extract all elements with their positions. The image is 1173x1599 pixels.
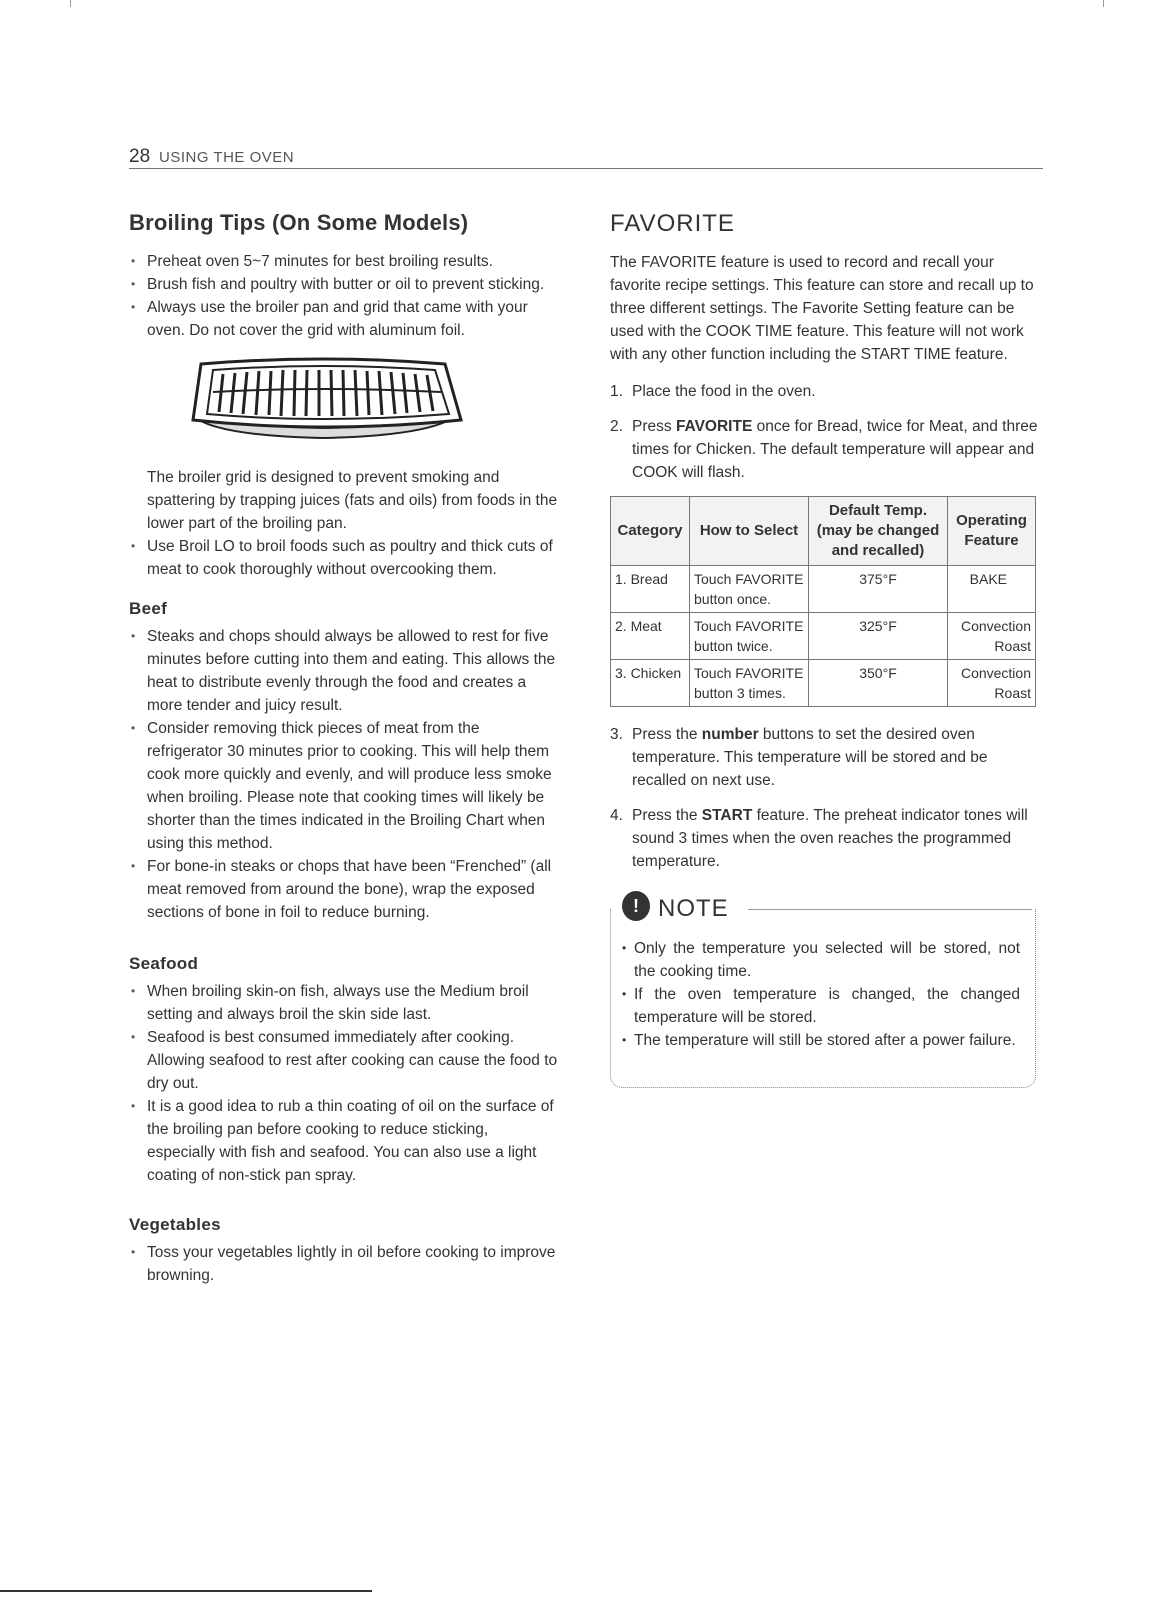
step-text-post: feature. The preheat indicator tones will sound 3 times when the oven reaches the programmed temperature. [632, 807, 1028, 870]
step-text-post: once for Bread, twice for Meat, and three times for Chicken. The default temperature will appear and COOK will flash. [632, 418, 1038, 481]
table-cell: BAKE [948, 566, 1036, 613]
favorite-intro: The FAVORITE feature is used to record and recall your favorite recipe settings. This feature can store and recall up to three different settings. The Favorite Setting feature can be used with the COOK TIME feature. This feature will not work with any other function including the START TIME feature. [610, 254, 1034, 363]
step-1 [610, 380, 1046, 403]
list-item: • Brush fish and poultry with butter or oil to prevent sticking. [129, 273, 559, 296]
step-text: Place the food in the oven. [632, 383, 816, 400]
table-cell: 3. Chicken [611, 660, 690, 707]
table-cell: 375°F [809, 566, 948, 613]
vegetables-bullets [129, 1241, 559, 1287]
note-items [620, 937, 1020, 1052]
list-item: • Seafood is best consumed immediately after cooking. Allowing seafood to rest after cooking can cause the food to dry out. [129, 1026, 559, 1095]
favorite-table [610, 496, 1036, 707]
crop-mark-right [1103, 0, 1104, 7]
table-cell: 350°F [809, 660, 948, 707]
table-cell: 325°F [809, 613, 948, 660]
step-number: 1. [610, 383, 623, 400]
broiler-grid-illustration [129, 352, 559, 452]
step-text-post: buttons to set the desired oven temperature. This temperature will be stored and be recalled on next use. [632, 726, 988, 789]
column-header: How to Select [690, 497, 809, 566]
table-row [611, 566, 1036, 613]
crop-mark-left [70, 0, 71, 7]
step-keyword: FAVORITE [675, 418, 753, 435]
step-text-pre: Press the [632, 726, 702, 743]
list-item: • It is a good idea to rub a thin coating of oil on the surface of the broiling pan before cooking to reduce sticking, especially with fish and seafood. You can also use a light coating of non-stick pan spray. [129, 1095, 559, 1187]
broiling-tips-title: Broiling Tips (On Some Models) [129, 210, 469, 235]
broiler-grid-caption: The broiler grid is designed to prevent smoking and spattering by trapping juices (fats and oils) from foods in the lower part of the broiling pan. [147, 469, 558, 532]
table-cell: 1. Bread [611, 566, 690, 613]
page-number: 28 [129, 146, 151, 167]
list-item: • Only the temperature you selected will be stored, not the cooking time. [620, 937, 1020, 983]
vegetables-heading: Vegetables [129, 1215, 221, 1234]
step-keyword: START [701, 807, 753, 824]
table-row [611, 660, 1036, 707]
broiling-bullets-2 [129, 535, 559, 581]
favorite-steps-continued [610, 723, 1046, 873]
list-item: • Toss your vegetables lightly in oil before cooking to improve browning. [129, 1241, 559, 1287]
seafood-bullets [129, 980, 559, 1187]
list-item: • Steaks and chops should always be allowed to rest for five minutes before cutting into them and eating. This allows the heat to distribute evenly through the food and creates a more tender and juicy result. [129, 625, 559, 717]
broiler-pan-image [173, 352, 473, 448]
table-header-row [611, 497, 1036, 566]
table-cell: Touch FAVORITE button twice. [690, 613, 809, 660]
table-cell: Touch FAVORITE button 3 times. [690, 660, 809, 707]
column-header: Default Temp. (may be changed and recalled) [809, 497, 948, 566]
table-row [611, 613, 1036, 660]
list-item: • The temperature will still be stored after a power failure. [620, 1029, 1020, 1052]
column-header: Category [611, 497, 690, 566]
table-cell: Convection Roast [948, 613, 1036, 660]
step-keyword: number [701, 726, 759, 743]
list-item: • Use Broil LO to broil foods such as poultry and thick cuts of meat to cook thoroughly without overcooking them. [129, 535, 559, 581]
step-number: 3. [610, 726, 623, 743]
step-text-pre: Press [632, 418, 676, 435]
page-header [129, 144, 1043, 169]
column-header: Operating Feature [948, 497, 1036, 566]
step-3 [610, 723, 1046, 792]
beef-heading: Beef [129, 599, 168, 618]
table-cell: Touch FAVORITE button once. [690, 566, 809, 613]
left-column [129, 210, 559, 1287]
list-item: • Preheat oven 5~7 minutes for best broiling results. [129, 250, 559, 273]
list-item: • When broiling skin-on fish, always use the Medium broil setting and always broil the skin side last. [129, 980, 559, 1026]
favorite-steps [610, 380, 1046, 484]
table-cell: 2. Meat [611, 613, 690, 660]
list-item: • Consider removing thick pieces of meat from the refrigerator 30 minutes prior to cooking. This will help them cook more quickly and evenly, and will produce less smoke when broiling. Please note that cooking times will likely be shorter than the times indicated in the Broiling Chart when using this method. [129, 717, 559, 855]
right-column [610, 210, 1046, 1091]
step-number: 2. [610, 418, 623, 435]
broiling-bullets [129, 250, 559, 342]
footer-rule [0, 1590, 372, 1592]
note-box [610, 891, 1046, 1091]
exclamation-icon: ! [622, 891, 650, 921]
beef-bullets [129, 625, 559, 924]
note-divider [748, 909, 1032, 910]
list-item: • For bone-in steaks or chops that have been “Frenched” (all meat removed from around the bone), wrap the exposed sections of bone in foil to reduce burning. [129, 855, 559, 924]
section-title: USING THE OVEN [159, 149, 295, 166]
table-cell: Convection Roast [948, 660, 1036, 707]
favorite-title: FAVORITE [610, 210, 735, 237]
step-4 [610, 804, 1046, 873]
seafood-heading: Seafood [129, 954, 199, 973]
list-item: • If the oven temperature is changed, the changed temperature will be stored. [620, 983, 1020, 1029]
step-text-pre: Press the [632, 807, 702, 824]
step-number: 4. [610, 807, 623, 824]
note-label: NOTE [658, 895, 729, 922]
step-2 [610, 415, 1046, 484]
list-item: • Always use the broiler pan and grid that came with your oven. Do not cover the grid with aluminum foil. [129, 296, 559, 342]
